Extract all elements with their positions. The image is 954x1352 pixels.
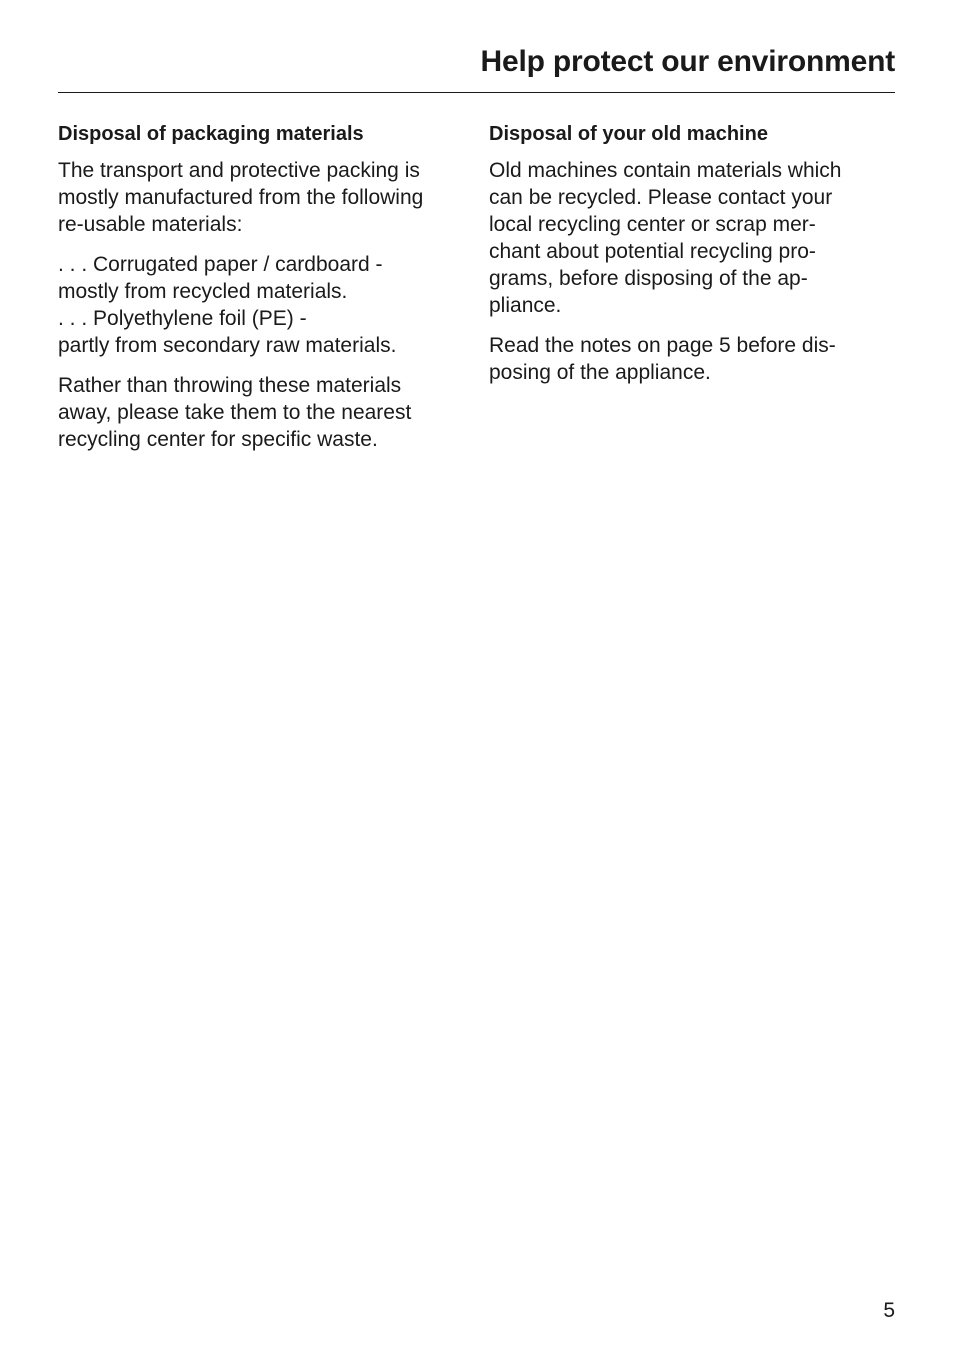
paragraph-recycling-advice xyxy=(58,372,463,453)
page-number: 5 xyxy=(883,1299,895,1322)
text-line: Old machines contain materials which xyxy=(489,159,842,182)
text-line: can be recycled. Please contact your xyxy=(489,186,833,209)
packaging-disposal-section xyxy=(58,121,463,466)
text-line: Read the notes on page 5 before dis- xyxy=(489,334,836,357)
text-line: away, please take them to the nearest xyxy=(58,401,412,424)
section-heading-old-machine: Disposal of your old machine xyxy=(489,123,768,145)
text-line: partly from secondary raw materials. xyxy=(58,334,397,357)
paragraph-packing-materials xyxy=(58,157,463,238)
page-title: Help protect our environment xyxy=(480,45,895,78)
text-line: recycling center for specific waste. xyxy=(58,428,378,451)
title-divider xyxy=(58,92,895,93)
text-line: chant about potential recycling pro- xyxy=(489,240,816,263)
list-item: . . . Corrugated paper / cardboard - xyxy=(58,253,383,276)
text-line: The transport and protective packing is xyxy=(58,159,420,182)
paragraph-material-list xyxy=(58,251,463,359)
text-line: local recycling center or scrap mer- xyxy=(489,213,816,236)
section-heading-packaging: Disposal of packaging materials xyxy=(58,123,364,145)
text-line: mostly from recycled materials. xyxy=(58,280,348,303)
text-line: pliance. xyxy=(489,294,562,317)
text-line: mostly manufactured from the following xyxy=(58,186,424,209)
text-line: re-usable materials: xyxy=(58,213,243,236)
text-line: Rather than throwing these materials xyxy=(58,374,402,397)
paragraph-read-notes xyxy=(489,332,889,386)
text-line: posing of the appliance. xyxy=(489,361,711,384)
list-item: . . . Polyethylene foil (PE) - xyxy=(58,307,307,330)
text-line: grams, before disposing of the ap- xyxy=(489,267,808,290)
paragraph-old-machine-recycling xyxy=(489,157,889,319)
old-machine-disposal-section xyxy=(489,121,889,399)
